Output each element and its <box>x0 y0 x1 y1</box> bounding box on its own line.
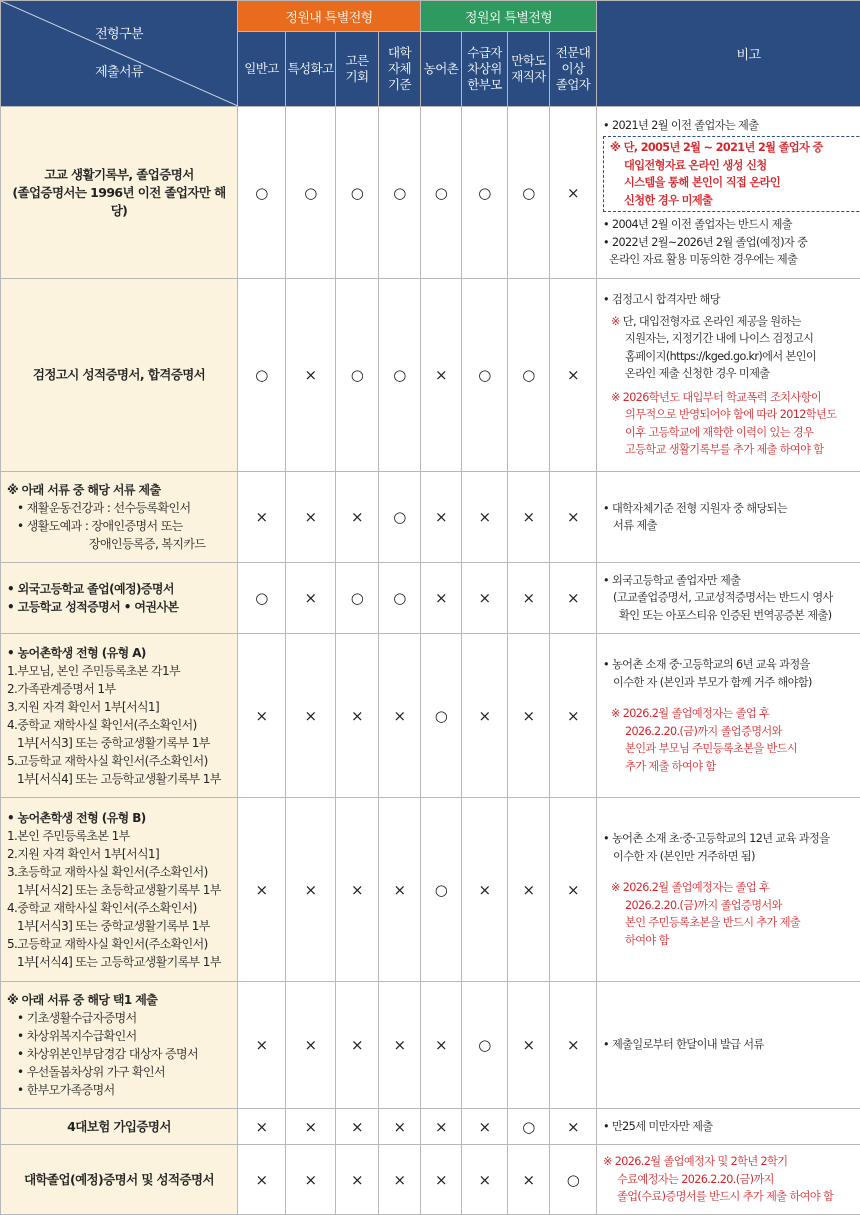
note-line: ※ 2026학년도 대입부터 학교폭력 조치사항이 <box>611 389 860 407</box>
table-row <box>1 563 860 634</box>
x-mark: × <box>286 563 336 634</box>
note-line: 2026.2.20.(금)까지 졸업증명서와 <box>611 723 860 741</box>
doc-part: • 여권사본 <box>124 600 179 614</box>
note-line: 확인 또는 아포스티유 인증된 번역공증본 제출) <box>603 607 860 625</box>
circle-mark: ○ <box>238 563 286 634</box>
remarks-cell <box>597 982 860 1109</box>
doc-line: • 우선돌봄차상위 가구 확인서 <box>7 1063 231 1081</box>
note-sub <box>611 705 860 775</box>
x-mark: × <box>508 798 550 982</box>
header-col-1 <box>286 32 336 107</box>
x-mark: × <box>462 472 508 563</box>
x-mark: × <box>462 634 508 798</box>
x-mark: × <box>238 982 286 1109</box>
header-col-4 <box>421 32 462 107</box>
x-mark: × <box>336 634 379 798</box>
circle-mark: ○ <box>286 107 336 279</box>
note-ref: ※ <box>611 315 620 328</box>
x-mark: × <box>286 798 336 982</box>
note-sub <box>603 1153 860 1206</box>
note-sub <box>611 313 860 383</box>
circle-mark: ○ <box>508 279 550 472</box>
circle-mark: ○ <box>462 279 508 472</box>
header-col-line: 자체 <box>379 61 420 77</box>
x-mark: × <box>421 279 462 472</box>
header-col-line: 차상위 <box>462 61 507 77</box>
x-mark: × <box>550 1109 597 1145</box>
x-mark: × <box>238 798 286 982</box>
note-sub <box>611 879 860 949</box>
x-mark: × <box>238 634 286 798</box>
doc-line: 고교 생활기록부, 졸업증명서 <box>7 166 231 184</box>
note-line: 온라인 제출 신청한 경우 미제출 <box>611 365 860 383</box>
x-mark: × <box>286 982 336 1109</box>
x-mark: × <box>421 1145 462 1215</box>
x-mark: × <box>421 1109 462 1145</box>
note-line: 졸업(수료)증명서를 반드시 추가 제출 하여야 함 <box>603 1188 860 1206</box>
doc-line: 4.중학교 재학사실 확인서(주소확인서) <box>7 899 231 917</box>
x-mark: × <box>286 1145 336 1215</box>
note-line: • 2004년 2월 이전 졸업자는 반드시 제출 <box>603 216 860 234</box>
note-line: ※ 2026.2월 졸업예정자 및 2학년 2학기 <box>603 1153 860 1171</box>
circle-mark: ○ <box>379 279 421 472</box>
table-row <box>1 107 860 279</box>
remarks-cell <box>597 279 860 472</box>
x-mark: × <box>508 1145 550 1215</box>
x-mark: × <box>379 982 421 1109</box>
header-col-line: 고른 <box>336 53 378 69</box>
note-line: 서류 제출 <box>603 517 860 535</box>
x-mark: × <box>550 107 597 279</box>
x-mark: × <box>421 982 462 1109</box>
header-group-in-quota: 정원내 특별전형 <box>238 1 421 32</box>
header-col-3 <box>379 32 421 107</box>
remarks-cell <box>597 1109 860 1145</box>
x-mark: × <box>336 798 379 982</box>
note-line: 지원자는, 지정기간 내에 나이스 검정고시 <box>611 330 860 348</box>
table-row <box>1 634 860 798</box>
x-mark: × <box>379 1145 421 1215</box>
x-mark: × <box>550 982 597 1109</box>
note-line: • 검정고시 합격자만 해당 <box>603 291 860 309</box>
doc-line: 1부[서식4] 또는 고등학교생활기록부 1부 <box>7 770 231 788</box>
x-mark: × <box>238 1109 286 1145</box>
note-line: • 만25세 미만자만 제출 <box>603 1118 860 1136</box>
x-mark: × <box>286 472 336 563</box>
note-line: 의무적으로 반영되어야 함에 따라 2012학년도 <box>611 406 860 424</box>
doc-line: • 재활운동건강과 : 선수등록확인서 <box>7 499 231 517</box>
note-line: • 제출일로부터 한달이내 발급 서류 <box>603 1036 860 1054</box>
doc-cell <box>1 107 238 279</box>
doc-line: ※ 아래 서류 중 해당 서류 제출 <box>7 481 231 499</box>
note-line: (고교졸업증명서, 고교성적증명서는 반드시 영사 <box>603 589 860 607</box>
table-row <box>1 279 860 472</box>
doc-line <box>7 598 231 616</box>
note-line: • 농어촌 소재 초·중·고등학교의 12년 교육 과정을 <box>603 830 860 848</box>
doc-line: 1부[서식3] 또는 중학교생활기록부 1부 <box>7 734 231 752</box>
circle-mark: ○ <box>508 107 550 279</box>
doc-line: • 농어촌학생 전형 (유형 A) <box>7 644 231 662</box>
header-col-line: 기준 <box>379 77 420 93</box>
table-row <box>1 1145 860 1215</box>
header-col-6 <box>508 32 550 107</box>
doc-line: • 한부모가족증명서 <box>7 1081 231 1099</box>
doc-line: • 외국고등학교 졸업(예정)증명서 <box>7 580 231 598</box>
circle-mark: ○ <box>421 634 462 798</box>
note-sub <box>611 389 860 459</box>
doc-line: 4대보험 가입증명서 <box>7 1118 231 1136</box>
doc-line: • 차상위복지수급확인서 <box>7 1027 231 1045</box>
doc-line: 2.가족관계증명서 1부 <box>7 680 231 698</box>
x-mark: × <box>462 563 508 634</box>
header-col-line: 만학도 <box>508 53 549 69</box>
doc-line: • 농어촌학생 전형 (유형 B) <box>7 809 231 827</box>
doc-line: 4.중학교 재학사실 확인서(주소확인서) <box>7 716 231 734</box>
note-line: ※ 2026.2월 졸업예정자는 졸업 후 <box>611 705 860 723</box>
note-line: 이후 고등학교에 재학한 이력이 있는 경우 <box>611 424 860 442</box>
header-col-line: 일반고 <box>238 61 285 77</box>
circle-mark: ○ <box>238 107 286 279</box>
x-mark: × <box>508 472 550 563</box>
remarks-cell <box>597 1145 860 1215</box>
circle-mark: ○ <box>462 982 508 1109</box>
x-mark: × <box>286 1109 336 1145</box>
x-mark: × <box>421 472 462 563</box>
header-col-line: 한부모 <box>462 77 507 93</box>
note-line: 온라인 자료 활용 미동의한 경우에는 제출 <box>603 251 860 269</box>
remarks-cell <box>597 798 860 982</box>
doc-line: 5.고등학교 재학사실 확인서(주소확인서) <box>7 935 231 953</box>
note-line: • 농어촌 소재 중·고등학교의 6년 교육 과정을 <box>603 656 860 674</box>
header-col-line: 이상 <box>550 61 596 77</box>
x-mark: × <box>379 798 421 982</box>
circle-mark: ○ <box>421 798 462 982</box>
x-mark: × <box>508 563 550 634</box>
header-col-5 <box>462 32 508 107</box>
header-type-label: 전형구분 <box>1 23 237 42</box>
note-box-line: ※ 단, 2005년 2월 ~ 2021년 2월 졸업자 중 <box>610 139 860 157</box>
doc-part: • 고등학교 성적증명서 <box>7 600 120 614</box>
doc-line: • 기초생활수급자증명서 <box>7 1009 231 1027</box>
x-mark: × <box>550 634 597 798</box>
note-line: 추가 제출 하여야 함 <box>611 758 860 776</box>
remarks-cell <box>597 472 860 563</box>
note-line: • 외국고등학교 졸업자만 제출 <box>603 572 860 590</box>
x-mark: × <box>550 472 597 563</box>
doc-cell <box>1 563 238 634</box>
note-line: 이수한 자 (본인과 부모가 함께 거주 해야함) <box>603 674 860 692</box>
doc-line: • 차상위본인부담경감 대상자 증명서 <box>7 1045 231 1063</box>
x-mark: × <box>286 634 336 798</box>
doc-line: 1부[서식3] 또는 중학교생활기록부 1부 <box>7 917 231 935</box>
note-line: ※ 단, 대입전형자료 온라인 제공을 원하는 <box>611 313 860 331</box>
note-line: 하여야 함 <box>611 932 860 950</box>
header-col-line: 농어촌 <box>421 61 461 77</box>
doc-line: 검정고시 성적증명서, 합격증명서 <box>7 366 231 384</box>
table-row <box>1 1109 860 1145</box>
doc-cell <box>1 279 238 472</box>
x-mark: × <box>336 982 379 1109</box>
circle-mark: ○ <box>336 563 379 634</box>
doc-line: ※ 아래 서류 중 해당 택1 제출 <box>7 991 231 1009</box>
note-line: 이수한 자 (본인만 거주하면 됨) <box>603 848 860 866</box>
x-mark: × <box>379 1109 421 1145</box>
note-line: • 2022년 2월~2026년 2월 졸업(예정)자 중 <box>603 234 860 252</box>
note-line: 2026.2.20.(금)까지 졸업증명서와 <box>611 897 860 915</box>
doc-line: 대학졸업(예정)증명서 및 성적증명서 <box>7 1171 231 1189</box>
note-line: ※ 2026.2월 졸업예정자는 졸업 후 <box>611 879 860 897</box>
table-row <box>1 798 860 982</box>
header-col-2 <box>336 32 379 107</box>
x-mark: × <box>550 563 597 634</box>
doc-line: 1.부모님, 본인 주민등록초본 각1부 <box>7 662 231 680</box>
x-mark: × <box>336 472 379 563</box>
circle-mark: ○ <box>238 279 286 472</box>
header-col-line: 재직자 <box>508 69 549 85</box>
header-col-line: 대학 <box>379 45 420 61</box>
header-col-line: 전문대 <box>550 45 596 61</box>
note-line: • 대학자체기준 전형 지원자 중 해당되는 <box>603 500 860 518</box>
note-line: 홈페이지(https://kged.go.kr)에서 본인이 <box>611 348 860 366</box>
header-col-line: 졸업자 <box>550 77 596 93</box>
circle-mark: ○ <box>462 107 508 279</box>
doc-line: 1부[서식2] 또는 초등학교생활기록부 1부 <box>7 881 231 899</box>
doc-line: 1.본인 주민등록초본 1부 <box>7 827 231 845</box>
x-mark: × <box>238 1145 286 1215</box>
circle-mark: ○ <box>550 1145 597 1215</box>
doc-line: 3.지원 자격 확인서 1부[서식1] <box>7 698 231 716</box>
circle-mark: ○ <box>379 563 421 634</box>
doc-line: 3.초등학교 재학사실 확인서(주소확인서) <box>7 863 231 881</box>
x-mark: × <box>238 472 286 563</box>
note-box-line: 신청한 경우 미제출 <box>610 192 860 210</box>
doc-line: 1부[서식4] 또는 고등학교생활기록부 1부 <box>7 953 231 971</box>
x-mark: × <box>550 798 597 982</box>
doc-cell <box>1 634 238 798</box>
header-col-line: 기회 <box>336 69 378 85</box>
x-mark: × <box>462 1109 508 1145</box>
header-col-line: 특성화고 <box>286 61 335 77</box>
circle-mark: ○ <box>508 1109 550 1145</box>
table-row <box>1 982 860 1109</box>
x-mark: × <box>336 1109 379 1145</box>
x-mark: × <box>462 1145 508 1215</box>
corner-diagonal <box>1 1 238 106</box>
note-line: 고등학교 생활기록부를 추가 제출 하여야 함 <box>611 441 860 459</box>
doc-cell <box>1 1109 238 1145</box>
header-docs-label: 제출서류 <box>1 61 237 80</box>
note-line: 수료예정자는 2026.2.20.(금)까지 <box>603 1171 860 1189</box>
doc-cell <box>1 982 238 1109</box>
circle-mark: ○ <box>379 472 421 563</box>
doc-cell <box>1 472 238 563</box>
remarks-cell <box>597 634 860 798</box>
circle-mark: ○ <box>336 279 379 472</box>
x-mark: × <box>336 1145 379 1215</box>
doc-cell <box>1 1145 238 1215</box>
doc-line: 2.지원 자격 확인서 1부[서식1] <box>7 845 231 863</box>
header-col-0 <box>238 32 286 107</box>
doc-line: 장애인등록증, 복지카드 <box>7 535 231 553</box>
x-mark: × <box>508 982 550 1109</box>
circle-mark: ○ <box>421 107 462 279</box>
x-mark: × <box>462 798 508 982</box>
x-mark: × <box>508 634 550 798</box>
doc-line: (졸업증명서는 1996년 이전 졸업자만 해당) <box>7 184 231 220</box>
table-row <box>1 472 860 563</box>
x-mark: × <box>286 279 336 472</box>
header-col-7 <box>550 32 597 107</box>
remarks-cell <box>597 563 860 634</box>
note-box-line: 대입전형자료 온라인 생성 신청 <box>610 157 860 175</box>
doc-line: • 생활도예과 : 장애인증명서 또는 <box>7 517 231 535</box>
circle-mark: ○ <box>379 107 421 279</box>
note-line: • 2021년 2월 이전 졸업자는 제출 <box>603 117 860 135</box>
note-box-line: 시스템을 통해 본인이 직접 온라인 <box>610 174 860 192</box>
x-mark: × <box>550 279 597 472</box>
circle-mark: ○ <box>336 107 379 279</box>
x-mark: × <box>379 634 421 798</box>
note-box <box>603 136 860 212</box>
header-group-out-quota: 정원외 특별전형 <box>421 1 597 32</box>
doc-cell <box>1 798 238 982</box>
header-corner <box>1 1 238 107</box>
note-line: 본인 주민등록초본을 반드시 추가 제출 <box>611 914 860 932</box>
doc-line: 5.고등학교 재학사실 확인서(주소확인서) <box>7 752 231 770</box>
header-remarks: 비고 <box>597 1 860 107</box>
x-mark: × <box>421 563 462 634</box>
header-col-line: 수급자 <box>462 45 507 61</box>
note-line: 본인과 부모님 주민등록초본을 반드시 <box>611 740 860 758</box>
remarks-cell <box>597 107 860 279</box>
